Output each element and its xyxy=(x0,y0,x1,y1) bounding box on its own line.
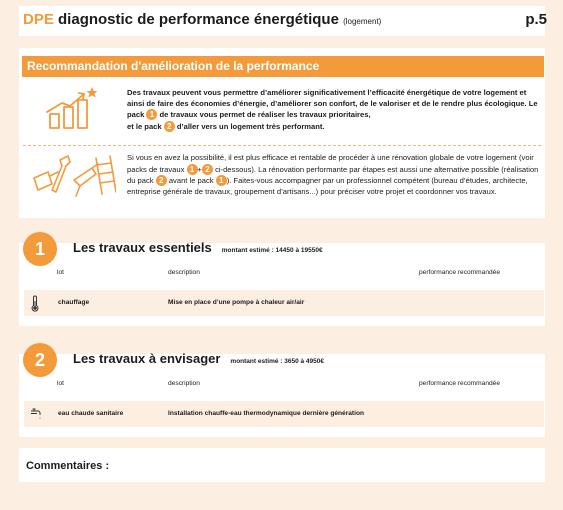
table-row xyxy=(24,401,544,427)
pack-1-title: Les travaux essentiels xyxy=(73,240,212,255)
intro-text-1d: d’aller vers un logement très performant. xyxy=(174,122,325,132)
intro-text-1a: Des travaux peuvent vous permettre d’améliorer significativement l’efficacité énergétique de votre logement et ainsi de faire des économies d’énergie, d’améliorer son confort, de le valoriser et de le rendre plus écologique. Le pack xyxy=(127,88,538,120)
intro-text-2b: ci-dessous). La rénovation performante par étapes est aussi une alternative possible (réalisation du pack xyxy=(127,164,539,186)
pack-2-badge: 2 xyxy=(164,121,175,132)
row-lot: eau chaude sanitaire xyxy=(58,410,124,417)
col-performance: performance recommandée xyxy=(419,269,500,276)
page-number: p.5 xyxy=(525,11,547,28)
col-lot: lot xyxy=(57,269,64,276)
pack-2-number: 2 xyxy=(23,343,57,377)
intro-text-2a: Si vous en avez la possibilité, il est plus efficace et rentable de procéder à une rénovation globale de votre logement (voir packs de travaux xyxy=(127,153,534,174)
pack-2-badge: 2 xyxy=(156,175,167,186)
title-subtitle: (logement) xyxy=(343,17,382,26)
col-lot: lot xyxy=(57,380,64,387)
table-row xyxy=(24,290,544,316)
pack-2-heading xyxy=(73,351,324,366)
col-description: description xyxy=(168,269,200,276)
intro-text-2c: avant le pack xyxy=(166,176,216,186)
tools-icon xyxy=(30,154,116,198)
pack-2-badge: 2 xyxy=(202,164,213,175)
growth-chart-icon xyxy=(44,86,98,132)
row-lot: chauffage xyxy=(58,299,90,306)
section-banner: Recommandation d'amélioration de la performance xyxy=(22,56,544,77)
intro-text-1c: et le pack xyxy=(127,122,164,132)
pack-2-amount: montant estimé : 3650 à 4950€ xyxy=(230,358,324,365)
pack-1-badge: 1 xyxy=(146,109,157,120)
row-description: Installation chauffe-eau thermodynamique dernière génération xyxy=(168,410,365,417)
pack-1-heading xyxy=(73,240,323,255)
intro-paragraph-2 xyxy=(127,153,541,198)
intro-paragraph-1 xyxy=(127,88,539,133)
faucet-icon xyxy=(30,407,42,421)
intro-text-2d: ). Faites-vous accompagner par un professionnel compétent (bureau d’études, architecte, entreprise générale de travaux, groupement d’artisans...) pour préciser votre projet et coordonner vos travaux. xyxy=(127,176,528,197)
page-title xyxy=(23,11,381,28)
pack-2-title: Les travaux à envisager xyxy=(73,351,221,366)
col-performance: performance recommandée xyxy=(419,380,500,387)
dpe-brand: DPE xyxy=(23,11,54,28)
intro-text-1b: de travaux vous permet de réaliser les travaux prioritaires, xyxy=(157,110,371,120)
divider xyxy=(23,145,541,146)
pack-1-badge: 1 xyxy=(187,164,198,175)
col-description: description xyxy=(168,380,200,387)
title-text: diagnostic de performance énergétique xyxy=(58,11,339,28)
pack-1-number: 1 xyxy=(23,232,57,266)
plus-sign: + xyxy=(197,164,202,174)
pack-1-badge: 1 xyxy=(216,175,227,186)
thermometer-icon xyxy=(31,295,39,312)
comments-label: Commentaires : xyxy=(26,460,110,472)
row-description: Mise en place d’une pompe à chaleur air/air xyxy=(168,299,305,306)
pack-1-amount: montant estimé : 14450 à 19550€ xyxy=(221,247,323,254)
